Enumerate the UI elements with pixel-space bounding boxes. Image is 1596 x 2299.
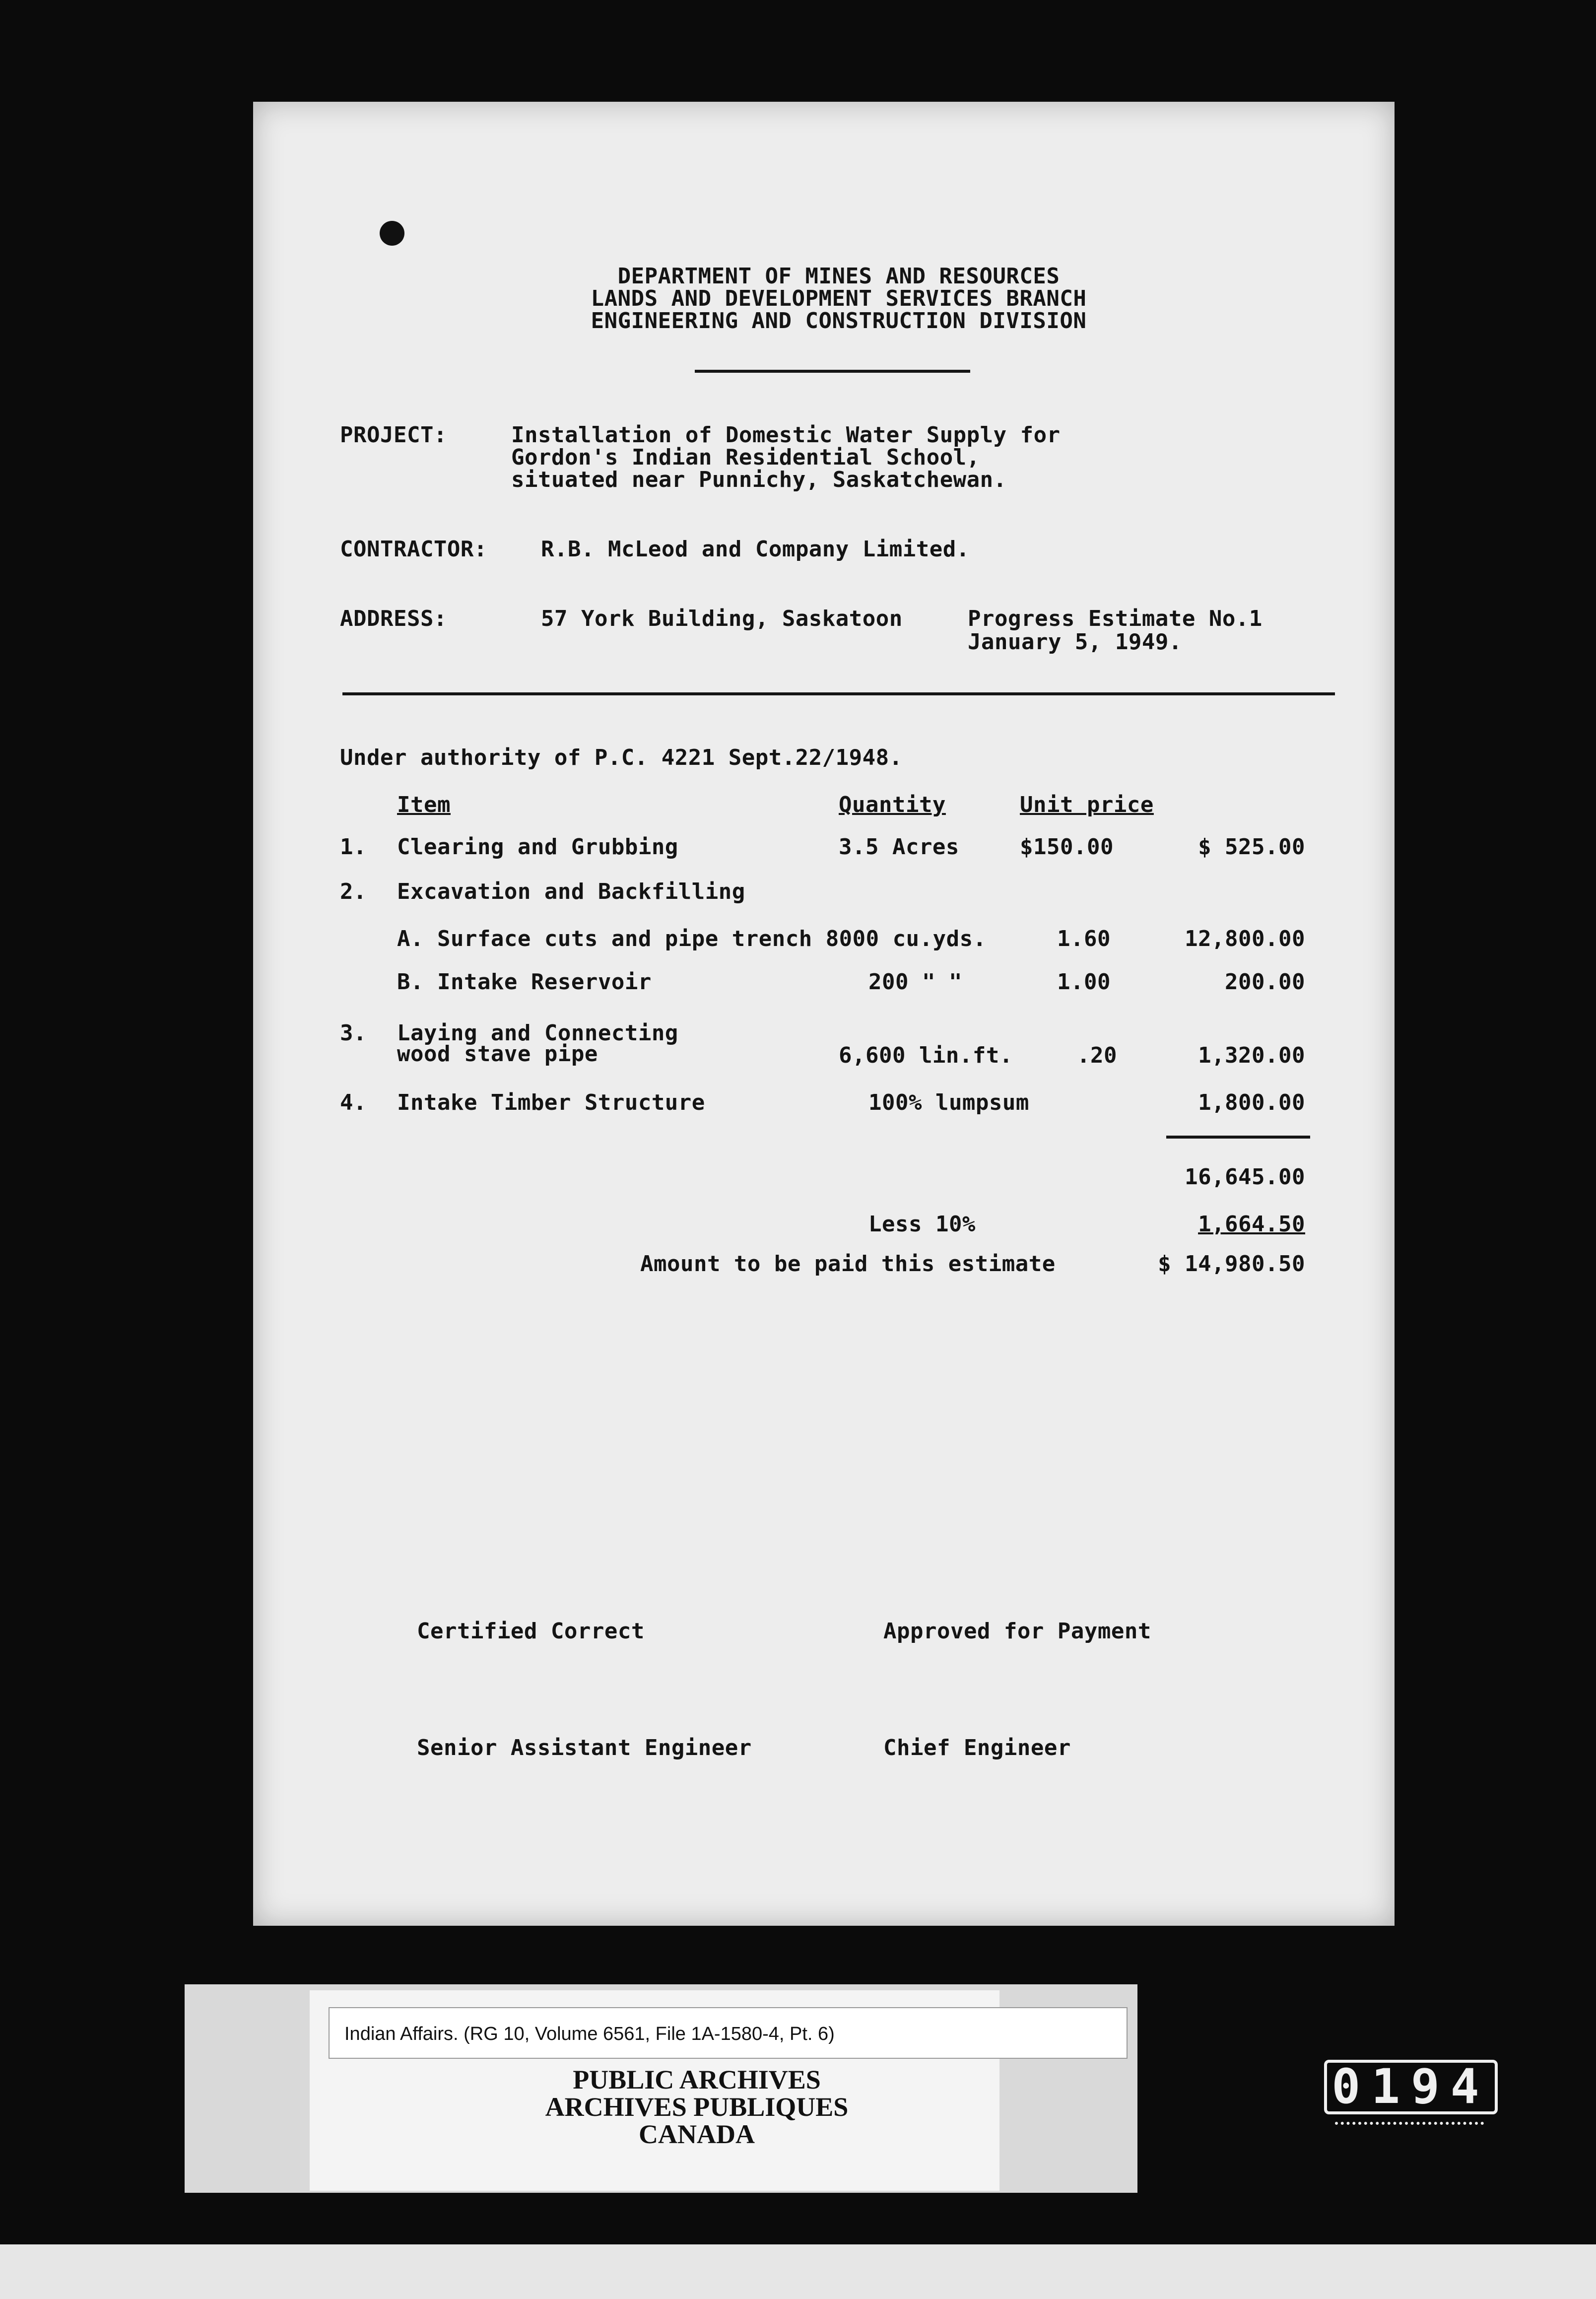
column-item: Item <box>397 792 451 817</box>
item-2b-amount: 200.00 <box>1225 969 1305 995</box>
authority-line: Under authority of P.C. 4221 Sept.22/1948. <box>340 745 903 770</box>
item-3-amount: 1,320.00 <box>1198 1043 1305 1068</box>
archive-line-3: CANADA <box>639 2119 755 2149</box>
archive-reference: Indian Affairs. (RG 10, Volume 6561, File 1A-1580-4, Pt. 6) <box>329 2007 1128 2059</box>
contractor-label: CONTRACTOR: <box>340 537 487 562</box>
item-4-amount: 1,800.00 <box>1198 1090 1305 1115</box>
item-3-number: 3. <box>340 1020 367 1046</box>
frame-number: 0194 <box>1324 2060 1498 2114</box>
archive-label-card <box>185 1984 1137 2193</box>
senior-assistant-engineer: Senior Assistant Engineer <box>417 1735 752 1760</box>
column-quantity: Quantity <box>839 792 946 817</box>
paid-label: Amount to be paid this estimate <box>640 1251 1056 1277</box>
paid-amount: $ 14,980.50 <box>1158 1251 1305 1277</box>
film-frame-border <box>0 2244 1596 2299</box>
item-1-amount: $ 525.00 <box>1198 834 1305 860</box>
header-rule <box>695 370 970 373</box>
frame-number-dots <box>1335 2122 1484 2132</box>
subtotal-amount: 16,645.00 <box>1185 1164 1305 1190</box>
item-3-unit-price: .20 <box>1077 1043 1117 1068</box>
chief-engineer: Chief Engineer <box>883 1735 1071 1760</box>
punch-hole <box>380 221 404 246</box>
certified-correct: Certified Correct <box>417 1619 645 1644</box>
item-1-unit-price: $150.00 <box>1020 834 1114 860</box>
less-label: Less 10% <box>868 1212 976 1237</box>
item-2b-unit-price: 1.00 <box>1057 969 1111 995</box>
item-2b-quantity: 200 " " <box>868 969 962 995</box>
header-line-1: DEPARTMENT OF MINES AND RESOURCES <box>617 264 1060 289</box>
address-value: 57 York Building, Saskatoon <box>541 606 903 631</box>
item-2a-amount: 12,800.00 <box>1185 926 1305 951</box>
approved-for-payment: Approved for Payment <box>883 1619 1151 1644</box>
project-label: PROJECT: <box>340 422 447 448</box>
progress-estimate: Progress Estimate No.1 <box>968 606 1263 631</box>
item-2a-description: A. Surface cuts and pipe trench 8000 cu.yds. <box>397 926 987 951</box>
section-rule <box>342 692 1335 695</box>
item-3-description-2: wood stave pipe <box>397 1041 598 1067</box>
archive-line-1: PUBLIC ARCHIVES <box>573 2065 821 2095</box>
item-1-number: 1. <box>340 834 367 860</box>
document-page <box>253 102 1395 1926</box>
item-2-number: 2. <box>340 879 367 904</box>
header-line-3: ENGINEERING AND CONSTRUCTION DIVISION <box>591 308 1087 334</box>
estimate-date: January 5, 1949. <box>968 629 1182 655</box>
column-unit-price: Unit price <box>1020 792 1154 817</box>
item-4-number: 4. <box>340 1090 367 1115</box>
item-3-description: Laying and Connecting <box>397 1020 678 1046</box>
item-4-description: Intake Timber Structure <box>397 1090 705 1115</box>
project-line-2: Gordon's Indian Residential School, <box>511 445 980 470</box>
project-line-3: situated near Punnichy, Saskatchewan. <box>511 467 1007 492</box>
contractor-value: R.B. McLeod and Company Limited. <box>541 537 970 562</box>
header-line-2: LANDS AND DEVELOPMENT SERVICES BRANCH <box>591 286 1087 311</box>
address-label: ADDRESS: <box>340 606 447 631</box>
item-1-description: Clearing and Grubbing <box>397 834 678 860</box>
item-4-quantity: 100% lumpsum <box>868 1090 1029 1115</box>
less-amount: 1,664.50 <box>1198 1212 1305 1237</box>
item-2-description: Excavation and Backfilling <box>397 879 745 904</box>
archive-line-2: ARCHIVES PUBLIQUES <box>545 2092 849 2122</box>
item-3-quantity: 6,600 lin.ft. <box>839 1043 1013 1068</box>
item-2b-description: B. Intake Reservoir <box>397 969 652 995</box>
project-line-1: Installation of Domestic Water Supply for <box>511 422 1061 448</box>
item-1-quantity: 3.5 Acres <box>839 834 959 860</box>
total-rule <box>1166 1136 1310 1139</box>
item-2a-unit-price: 1.60 <box>1057 926 1111 951</box>
